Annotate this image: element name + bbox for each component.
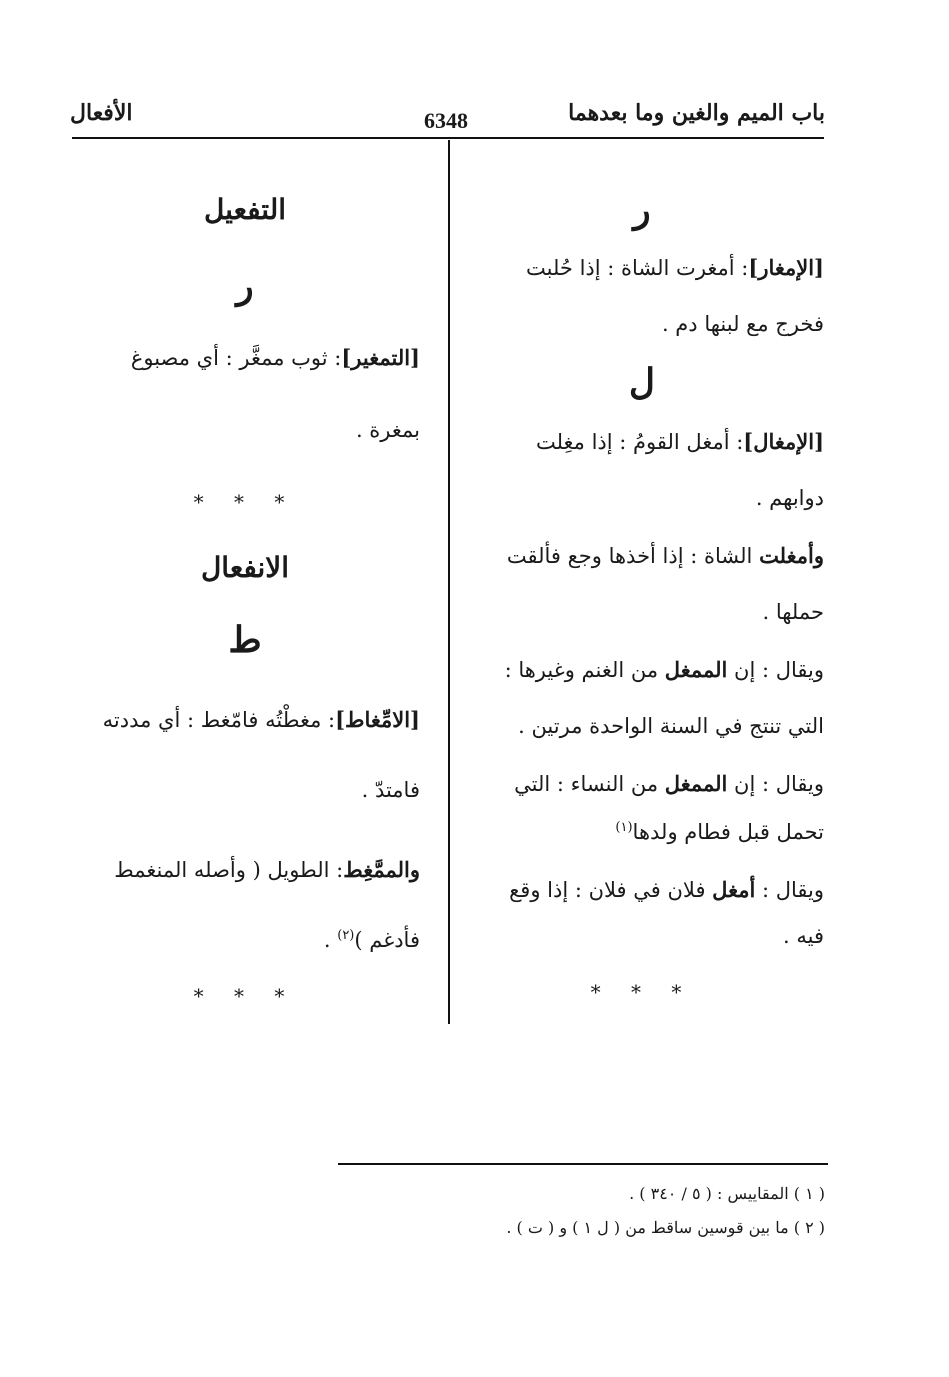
entry-yuqal-2: [460, 770, 824, 798]
entry-imghal-cont: دوابهم .: [755, 486, 824, 510]
entry-amghalat-cont: حملها .: [762, 600, 824, 624]
entry-yuqal-3: [460, 876, 824, 904]
left-column: [70, 0, 420, 1030]
entry-tamghir: [70, 344, 420, 372]
entry-text: من الغنم وغيرها :: [504, 658, 659, 682]
entry-text: الشاة : إذا أخذها وجع فألقت: [506, 544, 753, 568]
entry-text: ويقال : إن: [734, 772, 824, 796]
section-title-tafil: التفعيل: [203, 193, 287, 226]
entry-yuqal-3-cont: فيه .: [783, 924, 824, 948]
entry-amghalat: [460, 542, 824, 570]
entry-text: : أمغرت الشاة : إذا حُلبت: [526, 256, 749, 280]
footnote-ref: (٢): [337, 928, 355, 943]
right-column: [460, 0, 824, 1030]
entry-immighat: [70, 706, 420, 734]
entry-term: والممَّغِط: [343, 857, 420, 882]
entry-text: : الطويل ( وأصله المنغمط: [114, 858, 344, 882]
entry-text: : ثوب ممغَّر : أي مصبوغ: [130, 346, 342, 370]
entry-tamghir-cont: بمغرة .: [355, 418, 420, 442]
entry-term: [الإمغال]: [743, 429, 824, 454]
letter-heading-ra: ر: [236, 265, 254, 307]
entry-text: من النساء : التي: [514, 772, 659, 796]
entry-mumtaghit: [70, 856, 420, 884]
chapter-title: باب الميم والغين وما بعدهما: [568, 100, 825, 126]
entry-term: الممغل: [664, 771, 728, 796]
entry-imghar: [460, 254, 824, 282]
entry-term: [الامِّغاط]: [335, 707, 420, 732]
entry-text: ويقال :: [761, 878, 824, 902]
section-header: الأفعال: [70, 100, 133, 126]
entry-text: تحمل قبل فطام ولدها: [632, 820, 824, 844]
footnote-ref: (١): [615, 820, 633, 835]
entry-yuqal-2-cont: [460, 814, 824, 846]
letter-heading-lam: ل: [628, 361, 656, 403]
entry-imghal: [460, 428, 824, 456]
entry-text: فلان في فلان : إذا وقع: [509, 878, 706, 902]
footnote-1: ( ١ ) المقاييس : ( ٥ / ٣٤٠ ) .: [629, 1184, 825, 1203]
page-number: 6348: [424, 108, 468, 133]
entry-term: أمغل: [712, 877, 756, 902]
section-title-infial: الانفعال: [200, 551, 290, 584]
footnote-2: ( ٢ ) ما بين قوسين ساقط من ( ل ١ ) و ( ت ) .: [506, 1218, 825, 1237]
entry-term: [الإمغار]: [748, 255, 824, 280]
entry-term: [التمغير]: [341, 345, 420, 370]
entry-term: وأمغلت: [759, 543, 824, 568]
entry-imghar-cont: فخرج مع لبنها دم .: [661, 312, 824, 336]
entry-term: الممغل: [664, 657, 728, 682]
entry-immighat-cont: فامتدّ .: [361, 778, 420, 802]
entry-text: : أمغل القومُ : إذا مغِلت: [535, 430, 744, 454]
entry-text: فأدغم ): [354, 928, 420, 952]
column-divider: [448, 140, 450, 1024]
separator-stars: * * *: [193, 490, 297, 514]
separator-stars: * * *: [590, 980, 694, 1004]
separator-stars: * * *: [193, 984, 297, 1008]
entry-mumtaghit-cont: فأدغم )$^{(٢)}$ .: [323, 928, 420, 952]
entry-text: ويقال : إن: [734, 658, 824, 682]
letter-heading-ta: ط: [228, 619, 262, 661]
footnote-rule: [338, 1163, 828, 1165]
entry-yuqal-1-cont: التي تنتج في السنة الواحدة مرتين .: [518, 714, 824, 738]
letter-heading-ra: ر: [633, 189, 651, 231]
entry-text: : مغطْتُه فامّغط : أي مددته: [102, 708, 336, 732]
entry-yuqal-1: [460, 656, 824, 684]
